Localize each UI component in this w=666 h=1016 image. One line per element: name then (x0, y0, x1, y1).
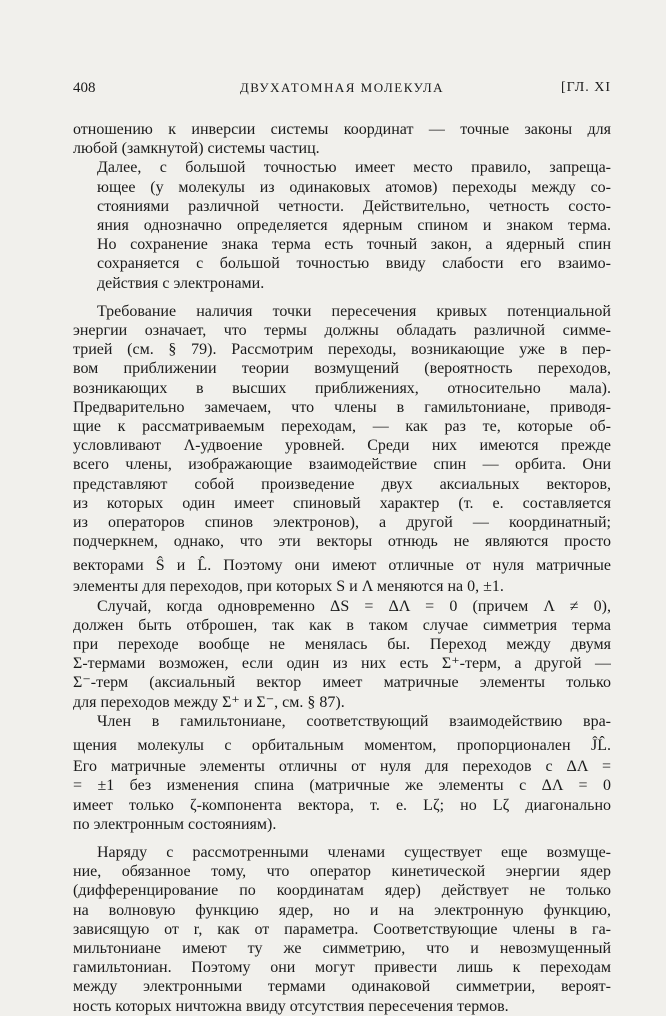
text-line: энергии означает, что термы должны обладать различной симме- (73, 322, 611, 340)
paragraph-5 (73, 712, 611, 834)
text-line: зависящую от r, как от параметра. Соответствующие члены в га- (73, 920, 611, 938)
text-line: по электронным состояниям). (73, 815, 277, 833)
text-line: яния однозначно определяется ядерным спином и знаком терма. (97, 217, 611, 235)
text-line: при переходе вообще не менялась бы. Переход между двумя (73, 636, 611, 654)
text-line: (дифференцирование по координатам ядер) действует не только (73, 882, 611, 900)
text-line: действия с электронами. (97, 274, 265, 292)
text-line: трией (см. § 79). Рассмотрим переходы, возникающие уже в пер- (73, 341, 611, 359)
paragraph-1 (73, 120, 611, 158)
text-line: Но сохранение знака терма есть точный закон, а ядерный спин (97, 236, 611, 254)
text-line: для переходов между Σ⁺ и Σ⁻, см. § 87). (73, 693, 345, 711)
text-line: ние, обязанное тому, что оператор кинетической энергии ядер (73, 863, 611, 881)
paragraph-4 (73, 597, 611, 712)
text-line: гамильтониан. Поэтому они могут привести лишь к переходам (73, 959, 611, 977)
text-line: на волновую функцию ядер, но и на электронную функцию, (73, 901, 611, 919)
page-number: 408 (73, 80, 96, 96)
text-line: Σ⁻-терм (аксиальный вектор имеет матричные элементы только (73, 674, 611, 692)
text-line: Предварительно замечаем, что члены в гамильтониане, приводя- (73, 398, 611, 416)
text-line: щения молекулы с орбитальным моментом, пропорционален ĴL̂. (73, 737, 611, 755)
text-line: щие к рассматриваемым переходам, — как раз те, которые об- (73, 418, 611, 436)
text-line: Далее, с большой точностью имеет место правило, запреща- (97, 159, 611, 177)
page-body (73, 120, 611, 1016)
text-line: вом приближении теории возмущений (вероятность переходов, (73, 360, 611, 378)
text-line: имеет только ζ-компонента вектора, т. е. Lζ; но Lζ диагонально (73, 796, 611, 814)
text-line: Его матричные элементы отличны от нуля для переходов с ΔΛ = (73, 758, 611, 776)
text-line: представляют собой произведение двух аксиальных векторов, (73, 475, 611, 493)
paragraph-6 (73, 843, 611, 1016)
text-line: элементы для переходов, при которых S и Λ меняются на 0, ±1. (73, 578, 504, 596)
text-line: из которых один имеет спиновый характер (т. е. составляется (73, 494, 611, 512)
paragraph-2 (73, 158, 611, 292)
running-title: ДВУХАТОМНАЯ МОЛЕКУЛА (239, 80, 445, 95)
text-line: Требование наличия точки пересечения кривых потенциальной (97, 302, 611, 320)
text-line: подчеркнем, однако, что эти векторы отнюдь не являются просто (73, 533, 611, 551)
text-line: условливают Λ-удвоение уровней. Среди них имеются прежде (73, 437, 611, 455)
text-line: между электронными термами одинаковой симметрии, вероят- (73, 978, 611, 996)
text-line: из операторов спинов электронов), а другой — координатный; (73, 514, 611, 532)
text-line: возникающих в высших приближениях, относительно мала). (73, 379, 611, 397)
text-line: любой (замкнутой) системы частиц. (73, 140, 320, 158)
text-line: векторами Ŝ и L̂. Поэтому они имеют отличные от нуля матричные (73, 557, 611, 575)
text-line: сохраняется с большой точностью ввиду слабости его взаимо- (97, 255, 611, 273)
text-line: ность которых ничтожна ввиду отсутствия пересечения термов. (73, 997, 509, 1015)
text-line: Случай, когда одновременно ΔS = ΔΛ = 0 (причем Λ ≠ 0), (97, 597, 611, 615)
text-line: Член в гамильтониане, соответствующий взаимодействию вра- (97, 712, 611, 730)
text-line: мильтониане имеют ту же симметрию, что и невозмущенный (73, 939, 611, 957)
text-line: должен быть отброшен, так как в таком случае симметрия терма (73, 616, 611, 634)
text-line: Σ-термами возможен, если один из них есть Σ⁺-терм, а другой — (73, 655, 611, 673)
text-line: стояниями различной четности. Действительно, четность состо- (97, 197, 611, 215)
chapter-marker: [ГЛ. XI (561, 80, 611, 95)
text-line: отношению к инверсии системы координат — точные законы для (73, 121, 611, 138)
page-header (73, 80, 611, 102)
text-line: всего члены, изображающие взаимодействие спин — орбита. Они (73, 456, 611, 474)
paragraph-3 (73, 302, 611, 597)
text-line: ющее (у молекулы из одинаковых атомов) переходы между со- (97, 178, 611, 196)
text-line: Наряду с рассмотренными членами существует еще возмуще- (97, 843, 611, 861)
text-line: = ±1 без изменения спина (матричные же элементы с ΔΛ = 0 (73, 777, 611, 795)
